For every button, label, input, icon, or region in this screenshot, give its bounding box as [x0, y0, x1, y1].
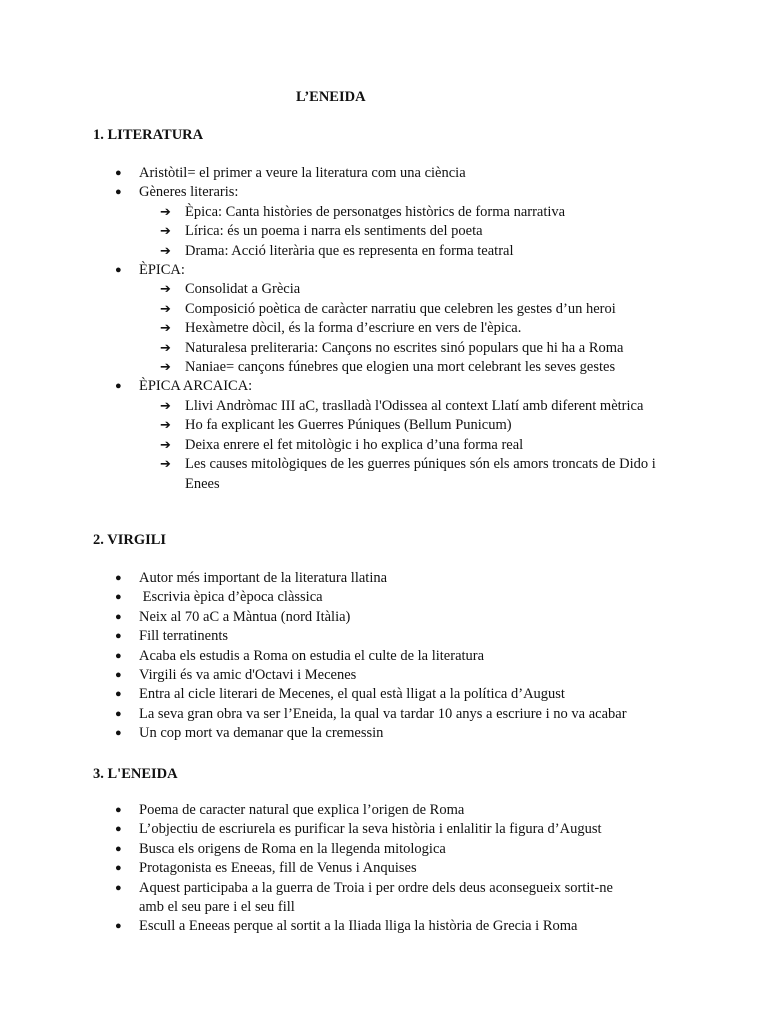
arrow-icon: ➔: [160, 282, 171, 298]
list-item-text: Un cop mort va demanar que la cremessin: [139, 725, 384, 742]
list-item-text-continued: amb el seu pare i el seu fill: [139, 899, 295, 916]
arrow-icon: ➔: [160, 418, 171, 434]
list-item: [114, 569, 674, 588]
document-title: L’ENEIDA: [296, 89, 366, 105]
sub-list-item: ➔ Composició poètica de caràcter narratiu que celebren les gestes d’un heroi: [139, 300, 674, 319]
sub-list-item: ➔ Hexàmetre dòcil, és la forma d’escriure en vers de l'èpica.: [139, 319, 674, 338]
list-item: [114, 183, 674, 261]
list-item-text: La seva gran obra va ser l’Eneida, la qual va tardar 10 anys a escriure i no va acabar: [139, 705, 627, 722]
list-item-text: Autor més important de la literatura llatina: [139, 570, 388, 586]
bullet-icon: ●: [115, 688, 122, 701]
bullet-icon: ●: [115, 920, 122, 933]
list-item-text: Escrivia èpica d’època clàssica: [139, 589, 323, 606]
sub-list: [139, 397, 674, 494]
list-item-text: Gèneres literaris:: [139, 184, 239, 201]
bullet-icon: ●: [115, 881, 122, 894]
bullet-icon: ●: [115, 610, 122, 623]
list-item-text: Busca els origens de Roma en la llegenda mitologica: [139, 840, 446, 857]
bullet-icon: ●: [115, 572, 122, 584]
list-item-text: ÈPICA:: [139, 262, 185, 279]
list-item: [114, 705, 674, 724]
sub-list-item: ➔ Naniae= cançons fúnebres que elogien una mort celebrant les seves gestes: [139, 358, 674, 377]
list-item-text: Virgili és va amic d'Octavi i Mecenes: [139, 667, 357, 684]
bullet-icon: ●: [115, 380, 122, 393]
arrow-icon: ➔: [160, 457, 171, 473]
sub-list-item: ➔ Lírica: és un poema i narra els sentiments del poeta: [139, 222, 674, 241]
sub-list: [139, 203, 674, 261]
arrow-icon: ➔: [160, 321, 171, 337]
bullet-icon: ●: [115, 727, 122, 740]
arrow-icon: ➔: [160, 437, 171, 453]
arrow-icon: ➔: [160, 301, 171, 317]
arrow-icon: ➔: [160, 243, 171, 259]
virgili-list: [114, 569, 674, 744]
list-item-text: L’objectiu de escriurela es purificar la seva història i enlalitir la figura d’August: [139, 821, 602, 838]
bullet-icon: ●: [115, 649, 122, 662]
list-item: [114, 724, 674, 743]
list-item: [114, 608, 674, 627]
list-item-text: Aristòtil= el primer a veure la literatura com una ciència: [139, 165, 466, 181]
bullet-icon: ●: [115, 591, 122, 604]
bullet-icon: ●: [115, 630, 122, 643]
list-item-text: Escull a Eneeas perque al sortit a la Iliada lliga la història de Grecia i Roma: [139, 918, 578, 935]
list-item-text: Fill terratinents: [139, 628, 228, 645]
sub-list-item: ➔ Les causes mitològiques de les guerres púniques són els amors troncats de Dido i Enees: [160, 456, 656, 492]
arrow-icon: ➔: [160, 340, 171, 356]
arrow-icon: ➔: [160, 224, 171, 240]
sub-list: [139, 280, 674, 377]
sub-list-item: ➔ Consolidat a Grècia: [139, 280, 674, 299]
list-item-text: Acaba els estudis a Roma on estudia el culte de la literatura: [139, 647, 485, 664]
bullet-icon: ●: [115, 167, 122, 179]
list-item-text: Entra al cicle literari de Mecenes, el qual està lligat a la política d’August: [139, 686, 565, 703]
list-item-text: ÈPICA ARCAICA:: [139, 378, 253, 395]
list-item: [114, 879, 674, 918]
section-heading-literatura: 1. LITERATURA: [93, 127, 204, 143]
sub-list-item: ➔ Deixa enrere el fet mitològic i ho explica d’una forma real: [139, 436, 674, 455]
list-item: [114, 820, 674, 839]
arrow-icon: ➔: [160, 360, 171, 376]
eneida-list: [114, 801, 674, 937]
sub-list-item: ➔ Naturalesa preliteraria: Cançons no escrites sinó populars que hi ha a Roma: [139, 339, 674, 358]
sub-list-item: ➔ Llivi Andròmac III aC, traslladà l'Odissea al context Llatí amb diferent mètrica: [139, 397, 674, 416]
list-item: [114, 647, 674, 666]
list-item: [114, 588, 674, 607]
list-item: [114, 840, 674, 859]
list-item-text: Aquest participaba a la guerra de Troia i per ordre dels deus aconsegueix sortit-ne: [139, 879, 613, 896]
list-item: [114, 859, 674, 878]
sub-list-item: ➔ Èpica: Canta històries de personatges històrics de forma narrativa: [139, 203, 674, 222]
section-heading-eneida: 3. L'ENEIDA: [93, 766, 178, 782]
bullet-icon: ●: [115, 669, 122, 682]
list-item-text: Protagonista es Eneeas, fill de Venus i Anquises: [139, 860, 417, 877]
arrow-icon: ➔: [160, 204, 171, 220]
bullet-icon: ●: [115, 842, 122, 855]
literatura-list: [114, 164, 674, 494]
sub-list-item: ➔ Ho fa explicant les Guerres Púniques (Bellum Punicum): [139, 416, 674, 435]
bullet-icon: ●: [115, 707, 122, 720]
bullet-icon: ●: [115, 823, 122, 836]
list-item: [114, 917, 674, 936]
list-item-text: Poema de caracter natural que explica l’origen de Roma: [139, 802, 465, 818]
list-item: [114, 685, 674, 704]
bullet-icon: ●: [115, 862, 122, 875]
list-item: [114, 627, 674, 646]
list-item: [114, 164, 674, 183]
section-heading-virgili: 2. VIRGILI: [93, 532, 167, 548]
list-item: [114, 666, 674, 685]
bullet-icon: ●: [115, 186, 122, 199]
bullet-icon: ●: [115, 804, 122, 816]
arrow-icon: ➔: [160, 398, 171, 414]
list-item: [114, 377, 674, 493]
sub-list-item: ➔ Drama: Acció literària que es representa en forma teatral: [139, 242, 674, 261]
list-item-text: Neix al 70 aC a Màntua (nord Itàlia): [139, 608, 351, 625]
list-item: [114, 261, 674, 377]
bullet-icon: ●: [115, 264, 122, 277]
list-item: [114, 801, 674, 820]
